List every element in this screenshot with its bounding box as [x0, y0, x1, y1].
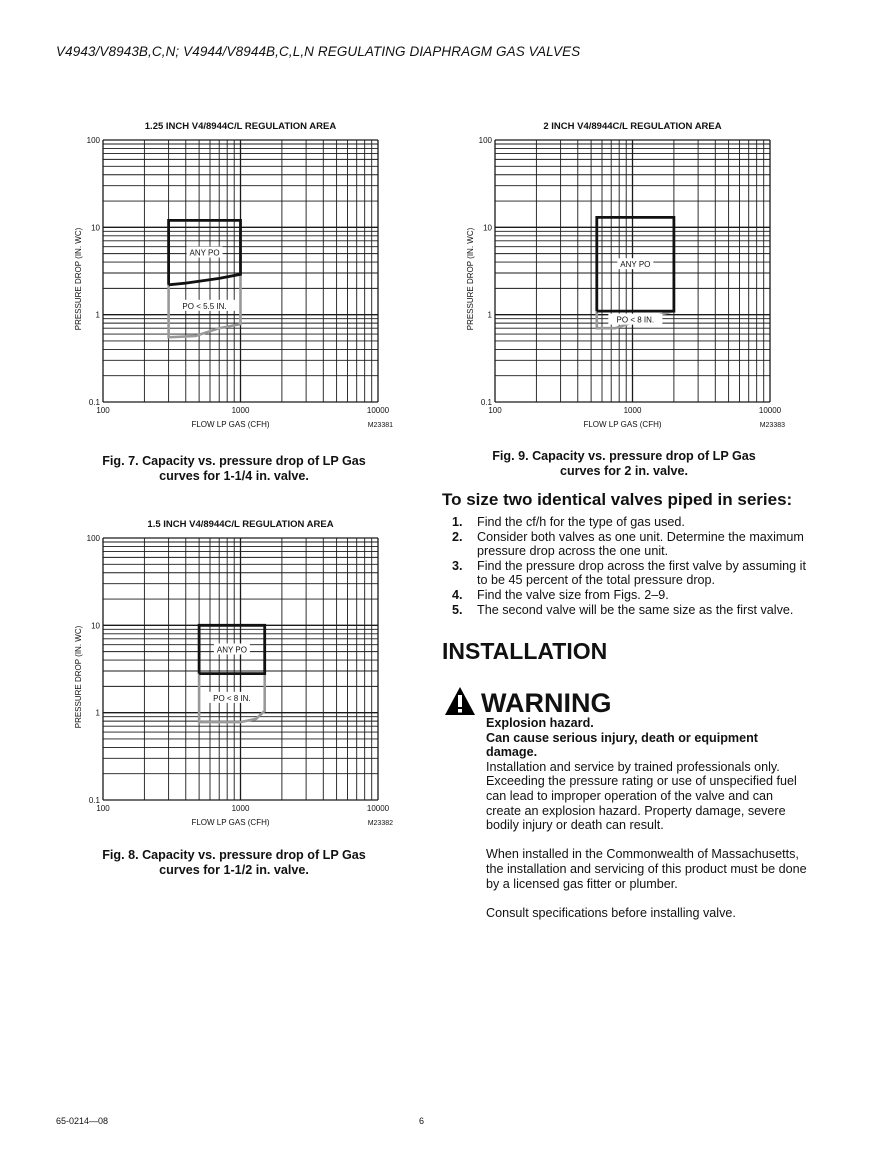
figure-code: M23381 — [367, 422, 393, 429]
region-label-any-po: ANY PO — [216, 645, 247, 655]
step-number: 5. — [452, 602, 463, 617]
step-number: 3. — [452, 558, 463, 573]
chart-fig8 — [70, 513, 415, 833]
caption-fig8 — [70, 848, 398, 878]
region-label-any-po: ANY PO — [189, 248, 220, 258]
y-axis-label: PRESSURE DROP (IN. WC) — [74, 227, 83, 331]
warning-body — [486, 716, 808, 935]
y-tick-label: 1 — [487, 310, 492, 320]
step-number: 1. — [452, 515, 463, 529]
sizing-step — [452, 588, 812, 603]
y-tick-label: 0.1 — [480, 398, 492, 407]
warning-paragraph-3: Consult specifications before installing valve. — [486, 905, 736, 920]
step-text: Consider both valves as one unit. Determine the maximum pressure drop across the one unit. — [477, 529, 804, 559]
region-label-low-po: PO < 8 IN. — [616, 315, 655, 325]
step-number: 2. — [452, 529, 463, 544]
y-axis-label: PRESSURE DROP (IN. WC) — [466, 227, 475, 331]
sizing-step — [452, 559, 812, 588]
x-tick-label: 1000 — [623, 406, 642, 415]
y-tick-label: 10 — [91, 223, 100, 233]
sizing-step — [452, 530, 812, 559]
y-tick-label: 1 — [95, 310, 100, 320]
chart-title: 1.5 INCH V4/8944C/L REGULATION AREA — [147, 519, 334, 530]
y-tick-label: 0.1 — [88, 398, 100, 407]
warning-hazard: Explosion hazard. — [486, 716, 594, 730]
chart-title: 2 INCH V4/8944C/L REGULATION AREA — [543, 121, 722, 132]
y-tick-label: 100 — [478, 136, 492, 145]
chart-title: 1.25 INCH V4/8944C/L REGULATION AREA — [144, 121, 337, 132]
y-tick-label: 100 — [86, 136, 100, 145]
warning-paragraph-1: Installation and service by trained professionals only. Exceeding the pressure rating or use of unspecified fuel can lead to improper operation of the valve and can create an explosion hazard. Property damage, severe bodily injury or death can result. — [486, 759, 797, 833]
x-tick-label: 1000 — [231, 406, 250, 415]
chart-fig7 — [70, 115, 415, 435]
installation-title: INSTALLATION — [442, 638, 608, 664]
x-axis-label: FLOW LP GAS (CFH) — [191, 818, 270, 827]
x-tick-label: 100 — [96, 406, 110, 415]
sizing-steps — [452, 515, 812, 617]
warning-title: WARNING — [481, 688, 612, 718]
figure-code: M23383 — [759, 422, 785, 429]
step-text: The second valve will be the same size as the first valve. — [477, 602, 794, 617]
y-tick-label: 1 — [95, 708, 100, 718]
document-code: 65-0214—08 — [56, 1116, 109, 1126]
x-tick-label: 1000 — [231, 804, 250, 813]
caption-fig8-line1: Fig. 8. Capacity vs. pressure drop of LP Gas — [102, 848, 366, 862]
y-tick-label: 100 — [86, 534, 100, 543]
caption-fig7-line2: curves for 1-1/4 in. valve. — [159, 469, 309, 483]
warning-consequence: Can cause serious injury, death or equipment damage. — [486, 730, 758, 760]
y-axis-label: PRESSURE DROP (IN. WC) — [74, 625, 83, 729]
document-header: V4943/V8943B,C,N; V4944/V8944B,C,L,N REGULATING DIAPHRAGM GAS VALVES — [56, 44, 581, 59]
caption-fig8-line2: curves for 1-1/2 in. valve. — [159, 863, 309, 877]
caption-fig7-line1: Fig. 7. Capacity vs. pressure drop of LP Gas — [102, 454, 366, 468]
figure-code: M23382 — [367, 820, 393, 827]
caption-fig9 — [460, 449, 788, 479]
step-text: Find the cf/h for the type of gas used. — [477, 515, 685, 529]
x-tick-label: 100 — [488, 406, 502, 415]
chart-grid — [495, 140, 770, 402]
region-label-low-po: PO < 8 IN. — [213, 693, 251, 703]
caption-fig9-line2: curves for 2 in. valve. — [559, 464, 689, 478]
caption-fig7 — [70, 454, 398, 484]
region-label-low-po: PO < 5.5 IN. — [182, 301, 227, 311]
region-label-any-po: ANY PO — [620, 260, 651, 270]
page-number: 6 — [419, 1116, 425, 1126]
sizing-step — [452, 515, 812, 530]
sizing-step — [452, 603, 812, 618]
step-text: Find the pressure drop across the first valve by assuming it to be 45 percent of the total pressure drop. — [477, 558, 806, 588]
warning-triangle-icon — [444, 686, 476, 716]
x-axis-label: FLOW LP GAS (CFH) — [191, 420, 270, 429]
x-tick-label: 10000 — [758, 406, 782, 415]
caption-fig9-line1: Fig. 9. Capacity vs. pressure drop of LP Gas — [492, 449, 756, 463]
y-tick-label: 0.1 — [88, 796, 100, 805]
chart-fig9-svg — [462, 115, 807, 435]
y-tick-label: 10 — [483, 223, 492, 233]
step-number: 4. — [452, 587, 463, 602]
x-axis-label: FLOW LP GAS (CFH) — [583, 420, 662, 429]
sizing-title: To size two identical valves piped in series: — [442, 490, 793, 509]
x-tick-label: 10000 — [366, 804, 390, 813]
warning-paragraph-2: When installed in the Commonwealth of Massachusetts, the installation and servicing of this product must be done by a licensed gas fitter or plumber. — [486, 847, 807, 891]
step-text: Find the valve size from Figs. 2–9. — [477, 587, 669, 602]
chart-grid — [103, 538, 378, 800]
chart-fig7-svg — [70, 115, 415, 435]
chart-fig8-svg — [70, 513, 415, 833]
x-tick-label: 10000 — [366, 406, 390, 415]
x-tick-label: 100 — [96, 804, 110, 813]
y-tick-label: 10 — [91, 621, 100, 631]
chart-fig9 — [462, 115, 807, 435]
